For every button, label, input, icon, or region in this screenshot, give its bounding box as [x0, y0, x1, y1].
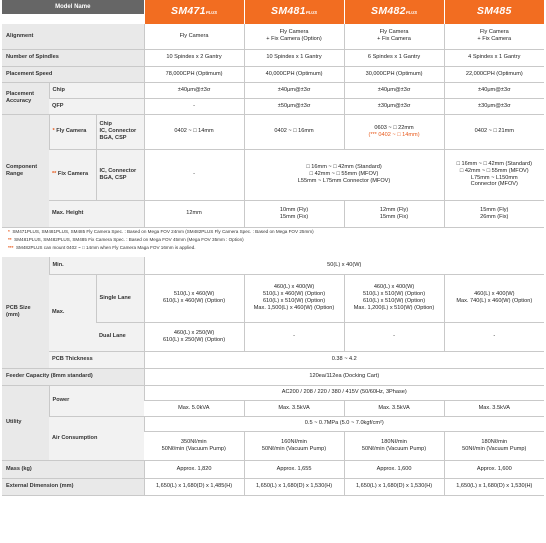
- model-sm485-header: SM485: [444, 0, 544, 24]
- power-value: Max. 3.5kVA: [244, 400, 344, 416]
- pcb-thickness-label: PCB Thickness: [49, 351, 144, 368]
- model-sm481-header: SM481PLUS: [244, 0, 344, 24]
- mass-value: Approx. 1,600: [444, 460, 544, 478]
- mass-label: Mass (kg): [2, 460, 144, 478]
- component-range-label: Component Range: [2, 114, 49, 227]
- speed-value: 78,000CPH (Optimum): [144, 66, 244, 82]
- power-label: Power: [49, 385, 144, 416]
- fix-camera-sub-label: IC, Connector BGA, CSP: [96, 149, 144, 200]
- accuracy-qfp-value: ±30μm@±3σ: [344, 98, 444, 114]
- accuracy-chip-value: ±40μm@±3σ: [444, 82, 544, 98]
- max-height-value: 10mm (Fly) 15mm (Fix): [244, 200, 344, 227]
- fly-camera-value: 0402 ~ □ 21mm: [444, 114, 544, 149]
- spindles-value: 10 Spindes x 2 Gantry: [144, 49, 244, 66]
- single-lane-value: 460(L) x 400(W) 510(L) x 510(W) (Option) 610(L) x 510(W) (Option) Max. 1,200(L) x 510(W) (Option): [344, 274, 444, 322]
- component-fix-row: [2, 149, 544, 200]
- accuracy-label: Placement Accuracy: [2, 82, 49, 114]
- power-value: Max. 5.0kVA: [144, 400, 244, 416]
- note-row: [2, 227, 544, 236]
- dimension-value: 1,650(L) x 1,680(D) x 1,530(H): [444, 478, 544, 495]
- spindles-value: 4 Spindes x 1 Gantry: [444, 49, 544, 66]
- dimension-label: External Dimension (mm): [2, 478, 144, 495]
- pcb-size-label: PCB Size (mm): [2, 257, 49, 368]
- air-shared-row: [2, 416, 544, 431]
- single-lane-value: 460(L) x 400(W) 510(L) x 460(W) (Option) 610(L) x 510(W) (Option) Max. 1,500(L) x 460(W) (Option): [244, 274, 344, 322]
- pcb-thickness-value: 0.38 ~ 4.2: [144, 351, 544, 368]
- spindles-value: 6 Spindes x 1 Gantry: [344, 49, 444, 66]
- pcb-min-value: 50(L) x 40(W): [144, 257, 544, 274]
- accuracy-qfp-value: ±50μm@±3σ: [244, 98, 344, 114]
- alignment-label: Alignment: [2, 24, 144, 49]
- fly-camera-sub-label: Chip IC, Connector BGA, CSP: [96, 114, 144, 149]
- component-fly-row: [2, 114, 544, 149]
- air-shared-value: 0.5 ~ 0.7MPa (5.0 ~ 7.0kgf/cm²): [144, 416, 544, 431]
- pcb-min-row: [2, 257, 544, 274]
- max-height-value: 15mm (Fly) 26mm (Fix): [444, 200, 544, 227]
- power-value: Max. 3.5kVA: [444, 400, 544, 416]
- spindles-row: [2, 49, 544, 66]
- fly-camera-value: 0603 ~ □ 22mm (*** 0402 ~ □ 14mm): [344, 114, 444, 149]
- spec-table: [2, 0, 544, 496]
- dual-lane-value: 460(L) x 250(W) 610(L) x 250(W) (Option): [144, 322, 244, 351]
- single-lane-value: 460(L) x 400(W) Max. 740(L) x 460(W) (Option): [444, 274, 544, 322]
- accuracy-chip-value: ±40μm@±3σ: [144, 82, 244, 98]
- mass-value: Approx. 1,600: [344, 460, 444, 478]
- air-value: 160Nℓ/min 50Nℓ/min (Vacuum Pump): [244, 431, 344, 460]
- feeder-value: 120ea/112ea (Docking Cart): [144, 368, 544, 385]
- footnote: ** SM481PLUS, SM482PLUS, SM485 Fix Camera Spec. : Based on Mega FOV 45mm (Mega FOV 35mm : Option): [2, 236, 544, 245]
- air-value: 350Nℓ/min 50Nℓ/min (Vacuum Pump): [144, 431, 244, 460]
- feeder-row: [2, 368, 544, 385]
- note-row: [2, 236, 544, 245]
- dual-lane-label: Dual Lane: [96, 322, 144, 351]
- air-consumption-label: Air Consumption: [49, 416, 144, 460]
- fix-camera-label: ** Fix Camera: [49, 149, 96, 200]
- dimension-row: [2, 478, 544, 495]
- mass-row: [2, 460, 544, 478]
- speed-value: 40,000CPH (Optimum): [244, 66, 344, 82]
- spindles-label: Number of Spindles: [2, 49, 144, 66]
- mass-value: Approx. 1,655: [244, 460, 344, 478]
- accuracy-qfp-value: ±30μm@±3σ: [444, 98, 544, 114]
- model-name-label: Model Name: [2, 0, 144, 14]
- spindles-value: 10 Spindes x 1 Gantry: [244, 49, 344, 66]
- dual-lane-value: -: [444, 322, 544, 351]
- feeder-label: Feeder Capacity (8mm standard): [2, 368, 144, 385]
- pcb-max-label: Max.: [49, 274, 96, 351]
- fix-camera-value: □ 16mm ~ □ 42mm (Standard) □ 42mm ~ □ 55mm (MFOV) L55mm ~ L75mm Connector (MFOV): [244, 149, 444, 200]
- pcb-min-label: Min.: [49, 257, 144, 274]
- max-height-value: 12mm: [144, 200, 244, 227]
- accuracy-chip-row: [2, 82, 544, 98]
- pcb-thickness-row: [2, 351, 544, 368]
- fly-camera-value: 0402 ~ □ 14mm: [144, 114, 244, 149]
- utility-label: Utility: [2, 385, 49, 460]
- power-value: Max. 3.5kVA: [344, 400, 444, 416]
- single-lane-label: Single Lane: [96, 274, 144, 322]
- alignment-value: Fly Camera + Fix Camera (Option): [244, 24, 344, 49]
- speed-row: [2, 66, 544, 82]
- alignment-value: Fly Camera + Fix Camera: [444, 24, 544, 49]
- dimension-value: 1,650(L) x 1,680(D) x 1,530(H): [244, 478, 344, 495]
- accuracy-qfp-label: QFP: [49, 98, 144, 114]
- dimension-value: 1,650(L) x 1,680(D) x 1,530(H): [344, 478, 444, 495]
- dual-lane-value: -: [344, 322, 444, 351]
- air-value: 180Nℓ/min 50Nℓ/min (Vacuum Pump): [444, 431, 544, 460]
- note-row: [2, 245, 544, 257]
- mass-value: Approx. 1,820: [144, 460, 244, 478]
- alignment-value: Fly Camera + Fix Camera: [344, 24, 444, 49]
- model-sm482-header: SM482PLUS: [344, 0, 444, 24]
- accuracy-qfp-row: [2, 98, 544, 114]
- fly-camera-value: 0402 ~ □ 16mm: [244, 114, 344, 149]
- footnote: *** SM482PLUS can mount 0402 ~ □ 14mm when Fly Camera Maga FOV 16mm is applied.: [2, 245, 544, 257]
- header-row: [2, 0, 544, 24]
- fix-camera-value: -: [144, 149, 244, 200]
- model-sm471-header: SM471PLUS: [144, 0, 244, 24]
- accuracy-chip-value: ±40μm@±3σ: [244, 82, 344, 98]
- alignment-value: Fly Camera: [144, 24, 244, 49]
- single-lane-value: 510(L) x 460(W) 610(L) x 460(W) (Option): [144, 274, 244, 322]
- power-shared-row: [2, 385, 544, 400]
- accuracy-chip-label: Chip: [49, 82, 144, 98]
- speed-value: 30,000CPH (Optimum): [344, 66, 444, 82]
- power-shared-value: AC200 / 208 / 220 / 380 / 415V (50/60Hz, 3Phase): [144, 385, 544, 400]
- dual-lane-value: -: [244, 322, 344, 351]
- max-height-label: Max. Height: [49, 200, 144, 227]
- pcb-single-lane-row: [2, 274, 544, 322]
- fly-camera-label: * Fly Camera: [49, 114, 96, 149]
- speed-label: Placement Speed: [2, 66, 144, 82]
- accuracy-chip-value: ±40μm@±3σ: [344, 82, 444, 98]
- accuracy-qfp-value: -: [144, 98, 244, 114]
- max-height-row: [2, 200, 544, 227]
- dimension-value: 1,650(L) x 1,680(D) x 1,485(H): [144, 478, 244, 495]
- alignment-row: [2, 24, 544, 49]
- fix-camera-value: □ 16mm ~ □ 42mm (Standard) □ 42mm ~ □ 55mm (MFOV) L75mm ~ L150mm Connector (MFOV): [444, 149, 544, 200]
- air-value: 180Nℓ/min 50Nℓ/min (Vacuum Pump): [344, 431, 444, 460]
- fly-camera-note-482: (*** 0402 ~ □ 14mm): [368, 131, 420, 138]
- speed-value: 22,000CPH (Optimum): [444, 66, 544, 82]
- max-height-value: 12mm (Fly) 15mm (Fix): [344, 200, 444, 227]
- footnote: * SM471PLUS, SM481PLUS, SM485 Fly Camera Spec. : Based on Mega FOV 24mm (SM482PLUS Fly Camera Spec. : Based on Mega FOV 25mm): [2, 227, 544, 236]
